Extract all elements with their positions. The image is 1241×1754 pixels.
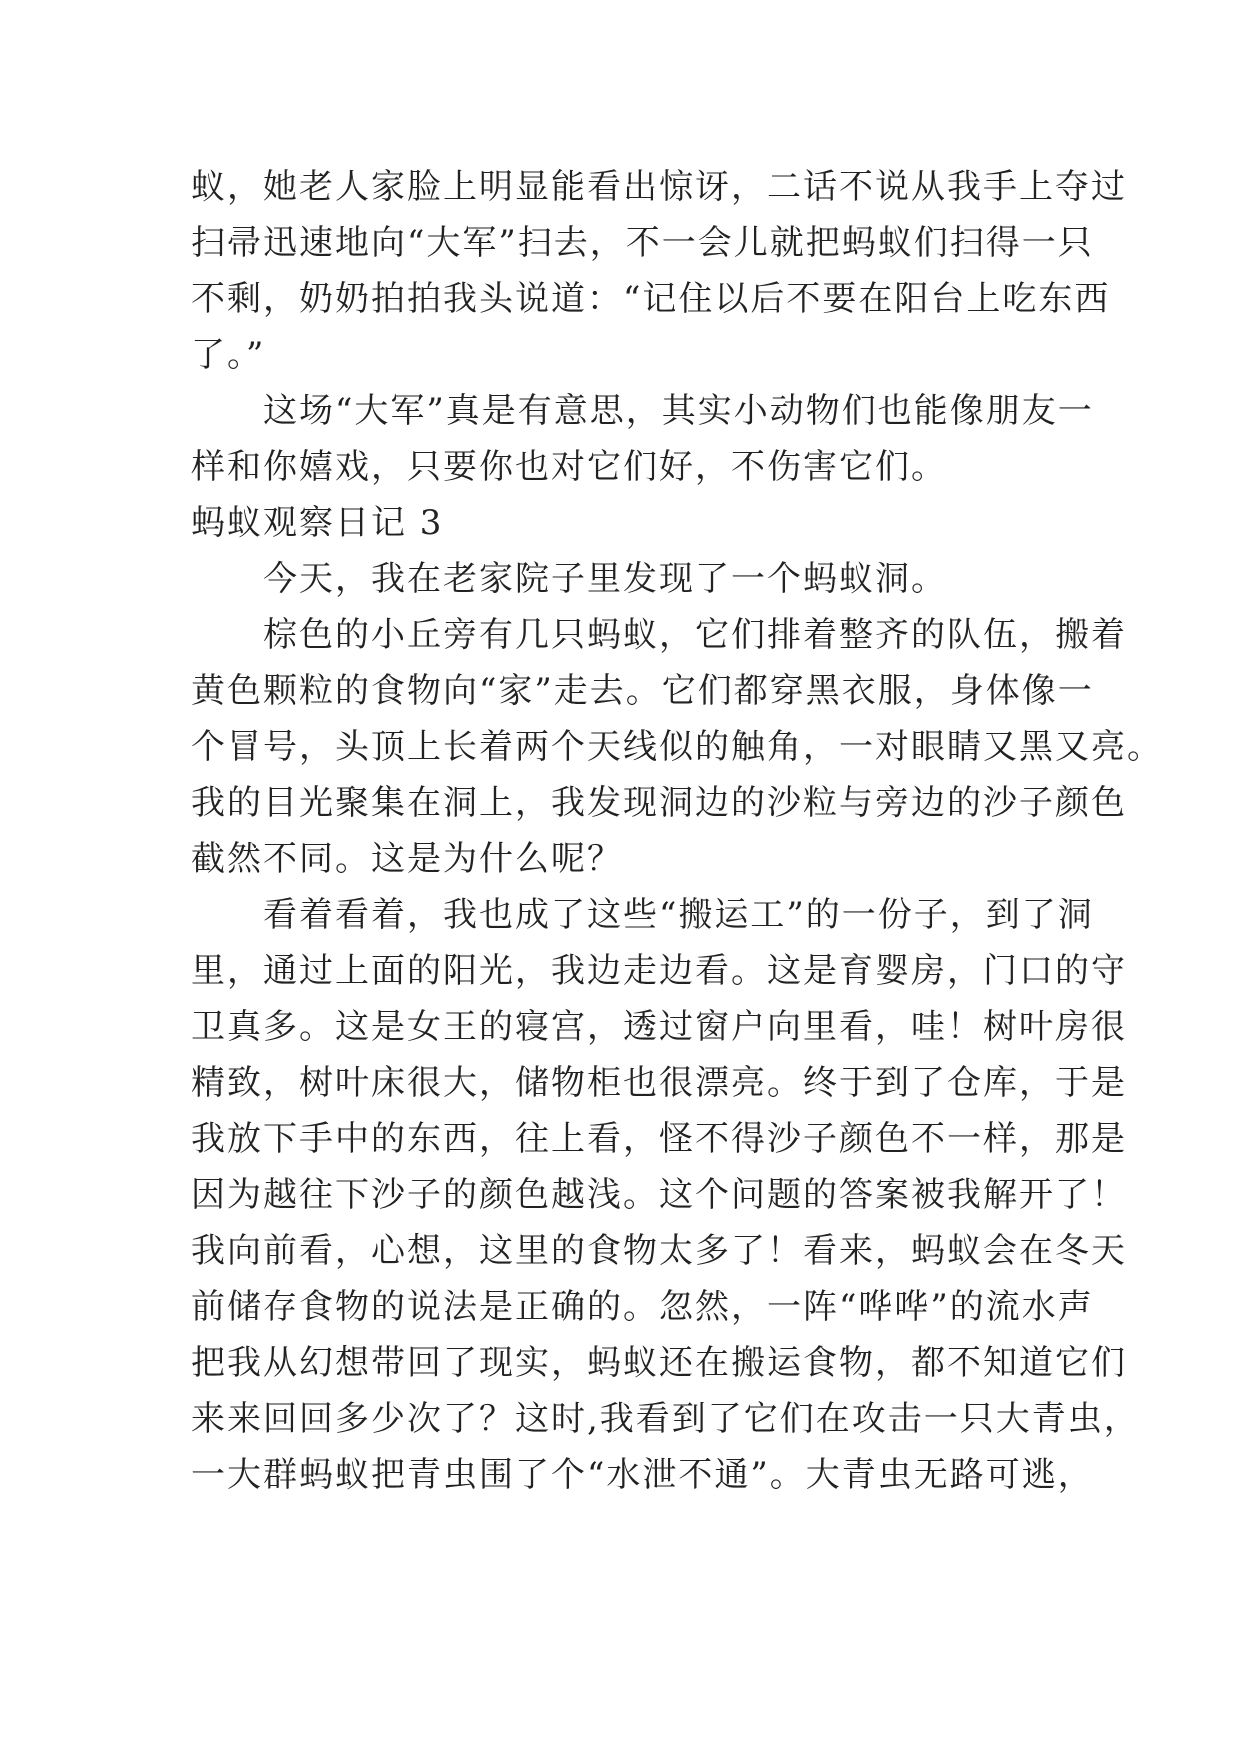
text-line: 蚁，她老人家脸上明显能看出惊讶，二话不说从我手上夺过 [191, 167, 1127, 207]
text-line: 把我从幻想带回了现实，蚂蚁还在搬运食物，都不知道它们 [191, 1343, 1127, 1383]
text-line: 扫帚迅速地向“大军”扫去，不一会儿就把蚂蚁们扫得一只 [191, 223, 1094, 263]
text-line: 了。” [191, 335, 266, 375]
text-line: 因为越往下沙子的颜色越浅。这个问题的答案被我解开了！ [191, 1175, 1127, 1215]
text-line: 一大群蚂蚁把青虫围了个“水泄不通”。大青虫无路可逃， [191, 1455, 1094, 1495]
text-line: 这场“大军”真是有意思，其实小动物们也能像朋友一 [191, 391, 1094, 431]
text-line: 前储存食物的说法是正确的。忽然，一阵“哗哗”的流水声 [191, 1287, 1094, 1327]
text-line: 来来回回多少次了？这时,我看到了它们在攻击一只大青虫， [191, 1399, 1140, 1439]
text-line: 样和你嬉戏，只要你也对它们好，不伤害它们。 [191, 447, 947, 487]
text-line: 精致，树叶床很大，储物柜也很漂亮。终于到了仓库，于是 [191, 1063, 1127, 1103]
text-line: 黄色颗粒的食物向“家”走去。它们都穿黑衣服，身体像一 [191, 671, 1094, 711]
text-line: 看着看着，我也成了这些“搬运工”的一份子，到了洞 [191, 895, 1094, 935]
text-line: 截然不同。这是为什么呢？ [191, 839, 623, 879]
text-line: 卫真多。这是女王的寝宫，透过窗户向里看，哇！树叶房很 [191, 1007, 1127, 1047]
section-heading: 蚂蚁观察日记 3 [191, 503, 444, 543]
text-line: 棕色的小丘旁有几只蚂蚁，它们排着整齐的队伍，搬着 [191, 615, 1127, 655]
text-line: 我向前看，心想，这里的食物太多了！看来，蚂蚁会在冬天 [191, 1231, 1127, 1271]
text-line: 我放下手中的东西，往上看，怪不得沙子颜色不一样，那是 [191, 1119, 1127, 1159]
text-line: 里，通过上面的阳光，我边走边看。这是育婴房，门口的守 [191, 951, 1127, 991]
text-line: 个冒号，头顶上长着两个天线似的触角，一对眼睛又黑又亮。 [191, 727, 1163, 767]
text-line: 我的目光聚集在洞上，我发现洞边的沙粒与旁边的沙子颜色 [191, 783, 1127, 823]
text-line: 不剩，奶奶拍拍我头说道：“记住以后不要在阳台上吃东西 [191, 279, 1111, 319]
text-line: 今天，我在老家院子里发现了一个蚂蚁洞。 [191, 559, 947, 599]
